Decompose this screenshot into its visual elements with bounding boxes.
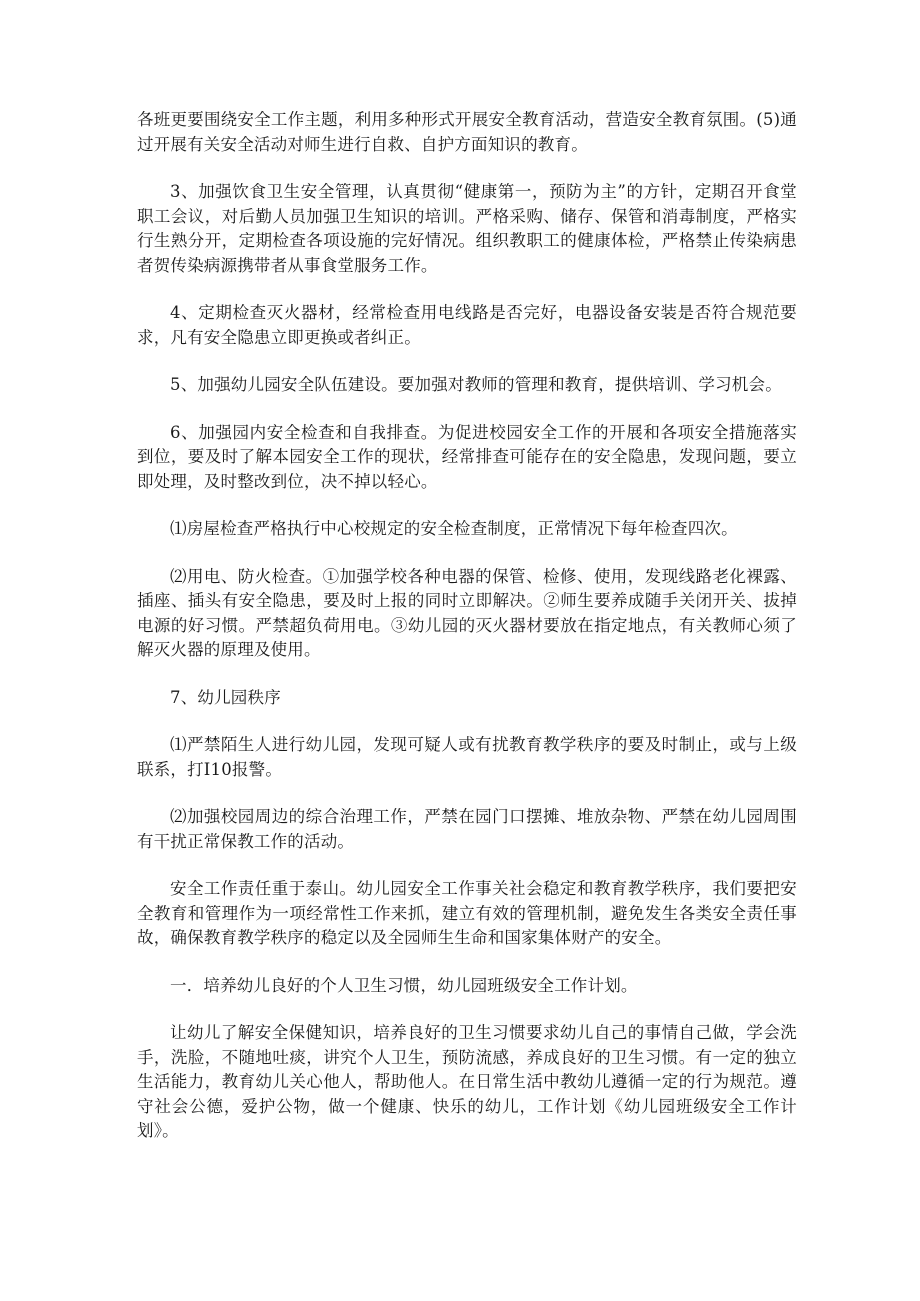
paragraph-food-hygiene: 3、加强饮食卫生安全管理，认真贯彻“健康第一，预防为主”的方针，定期召开食堂职工会议，对后勤人员加强卫生知识的培训。严格采购、储存、保管和消毒制度，严格实行生熟分开，定期检查各项设施的完好情况。组织教职工的健康体检，严格禁止传染病患者贺传染病源携带者从事食堂服务工作。 (137, 182, 797, 275)
paragraph-fire-equipment: 4、定期检查灭火器材，经常检查用电线路是否完好，电器设备安装是否符合规范要求，凡有安全隐患立即更换或者纠正。 (137, 303, 797, 347)
paragraph-safety-team: 5、加强幼儿园安全队伍建设。要加强对教师的管理和教育，提供培训、学习机会。 (170, 375, 782, 394)
paragraph-hygiene-habits-heading: 一．培养幼儿良好的个人卫生习惯，幼儿园班级安全工作计划。 (170, 975, 638, 995)
paragraph-kindergarten-order-heading: 7、幼儿园秩序 (170, 687, 281, 707)
paragraph-surroundings: ⑵加强校园周边的综合治理工作，严禁在园门口摆摊、堆放杂物、严禁在幼儿园周围有干扰正常保教工作的活动。 (137, 807, 797, 851)
paragraph-safety-education: 各班更要围绕安全工作主题，利用多种形式开展安全教育活动，营造安全教育氛围。(5)通过开展有关安全活动对师生进行自救、自护方面知识的教育。 (137, 110, 797, 154)
paragraph-hygiene-habits: 让幼儿了解安全保健知识，培养良好的卫生习惯要求幼儿自己的事情自己做，学会洗手，洗脸，不随地吐痰，讲究个人卫生，预防流感，养成良好的卫生习惯。有一定的独立生活能力，教育幼儿关心他人，帮助他人。在日常生活中教幼儿遵循一定的行为规范。遵守社会公德，爱护公物，做一个健康、快乐的幼儿，工作计划《幼儿园班级安全工作计划》。 (137, 1023, 797, 1140)
paragraph-self-inspection: 6、加强园内安全检查和自我排查。为促进校园安全工作的开展和各项安全措施落实到位，要及时了解本园安全工作的现状，经常排查可能存在的安全隐患，发现问题，要立即处理，及时整改到位，决不掉以轻心。 (137, 422, 797, 491)
paragraph-electricity-fire-check: ⑵用电、防火检查。①加强学校各种电器的保管、检修、使用，发现线路老化裸露、插座、插头有安全隐患，要及时上报的同时立即解决。②师生要养成随手关闭开关、拔掉电源的好习惯。严禁超负荷用电。③幼儿园的灭火器材要放在指定地点，有关教师心须了解灭火器的原理及使用。 (137, 566, 797, 659)
document-body (137, 108, 797, 1167)
paragraph-responsibility: 安全工作责任重于泰山。幼儿园安全工作事关社会稳定和教育教学秩序，我们要把安全教育和管理作为一项经常性工作来抓，建立有效的管理机制，避免发生各类安全责任事故，确保教育教学秩序的稳定以及全园师生生命和国家集体财产的安全。 (137, 879, 797, 947)
paragraph-building-inspection: ⑴房屋检查严格执行中心校规定的安全检查制度，正常情况下每年检查四次。 (170, 519, 738, 538)
paragraph-no-strangers: ⑴严禁陌生人进行幼儿园，发现可疑人或有扰教育教学秩序的要及时制止，或与上级联系，打I10报警。 (137, 735, 797, 779)
